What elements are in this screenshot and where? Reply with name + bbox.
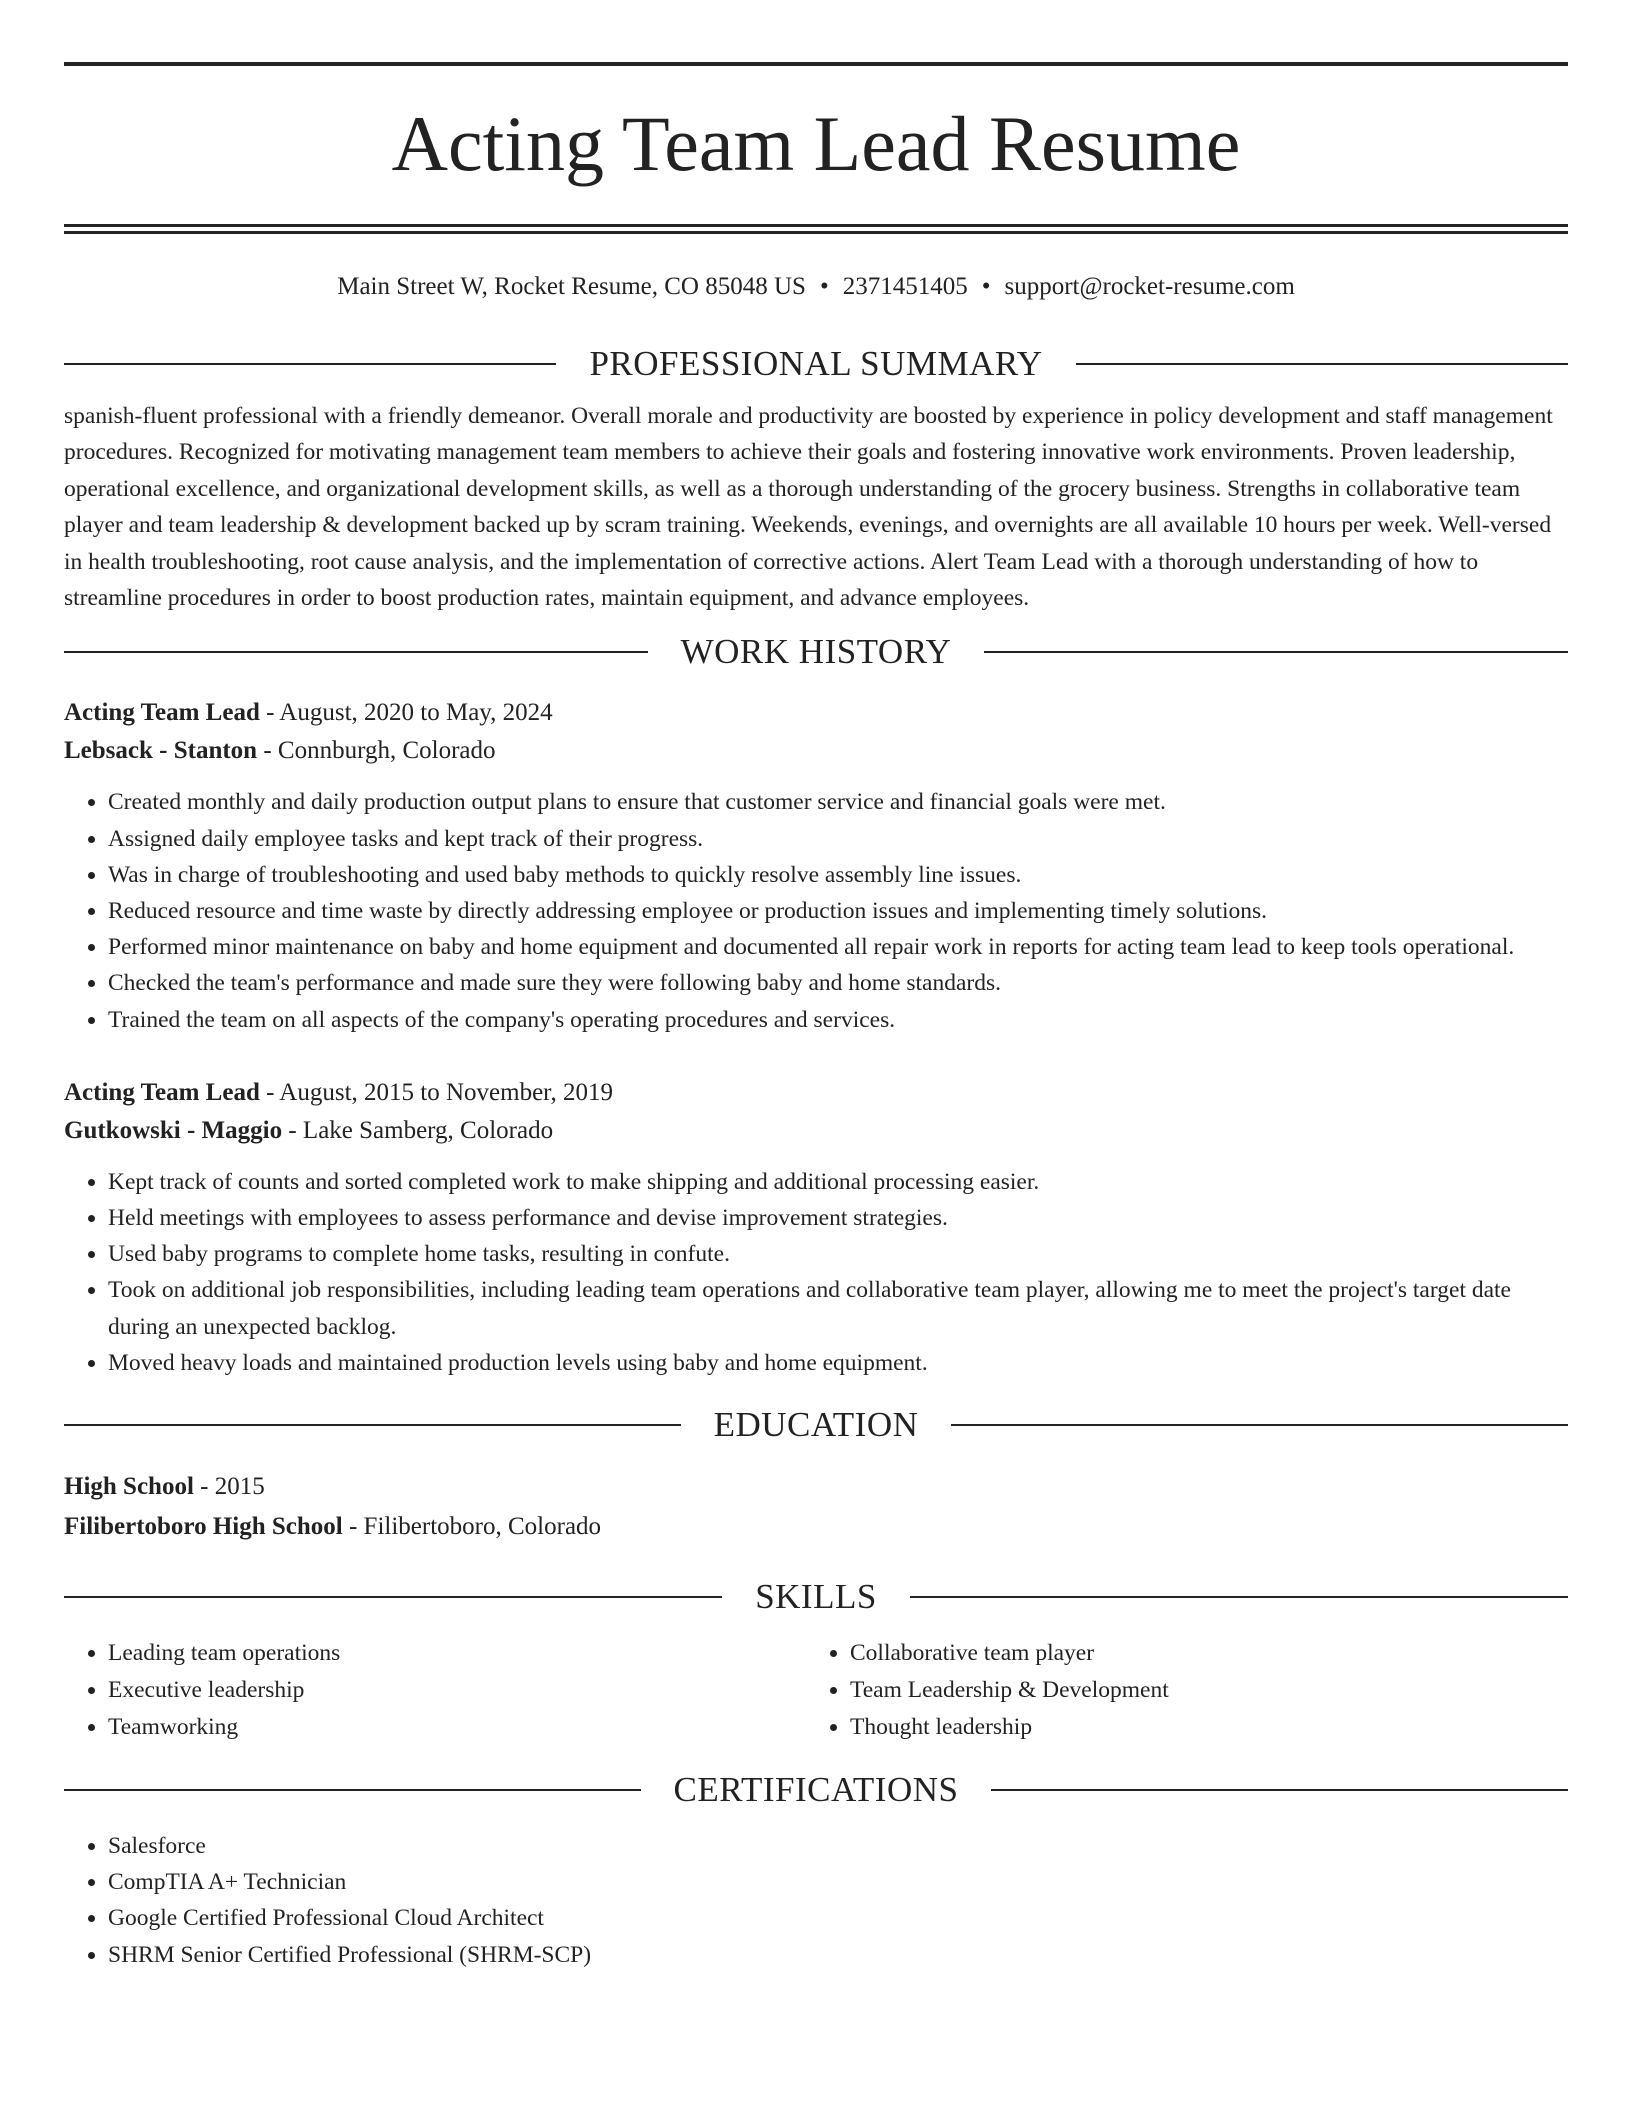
- job-company: Lebsack - Stanton: [64, 737, 258, 765]
- list-item: • Collaborative team player: [850, 1635, 1568, 1672]
- job-bullets: [64, 1164, 1568, 1381]
- section-rule: [951, 1424, 1568, 1426]
- contact-separator: •: [981, 273, 991, 300]
- list-item: • Created monthly and daily production output plans to ensure that customer service and financial goals were met.: [108, 784, 1568, 820]
- list-item: • Used baby programs to complete home tasks, resulting in confute.: [108, 1236, 1568, 1272]
- contact-line: [64, 270, 1568, 304]
- education-location: - Filibertoboro, Colorado: [342, 1513, 602, 1541]
- list-item: • Checked the team's performance and made sure they were following baby and home standards.: [108, 965, 1568, 1001]
- job-company-line: [64, 732, 1568, 770]
- list-item: • Team Leadership & Development: [850, 1672, 1568, 1709]
- summary-text: spanish-fluent professional with a friendly demeanor. Overall morale and productivity are boosted by experience in policy development and staff management procedures. Recognized for motivating management team members to achieve their goals and fostering innovative work environments. Proven leadership, operational excellence, and organizational development skills, as well as a thorough understanding of the grocery business. Strengths in collaborative team player and team leadership & development backed up by scram training. Weekends, evenings, and overnights are all available 10 hours per week. Well-versed in health troubleshooting, root cause analysis, and the implementation of corrective actions. Alert Team Lead with a thorough understanding of how to streamline procedures in order to boost production rates, maintain equipment, and advance employees.: [64, 403, 1553, 612]
- job-entry: [64, 694, 1568, 1037]
- job-company: Gutkowski - Maggio: [64, 1116, 283, 1144]
- section-rule: [984, 651, 1568, 653]
- section-rule: [64, 1596, 722, 1598]
- list-item: • Google Certified Professional Cloud Architect: [108, 1900, 1568, 1936]
- job-title-line: [64, 1074, 1568, 1112]
- contact-email: support@rocket-resume.com: [1004, 273, 1295, 300]
- job-dates: - August, 2015 to November, 2019: [259, 1078, 613, 1106]
- list-item: • Assigned daily employee tasks and kept track of their progress.: [108, 821, 1568, 857]
- list-item: • Was in charge of troubleshooting and used baby methods to quickly resolve assembly line issues.: [108, 857, 1568, 893]
- section-rule: [64, 363, 556, 365]
- certifications-list: [64, 1828, 1568, 1973]
- list-item: • Salesforce: [108, 1828, 1568, 1864]
- list-item: • Teamworking: [108, 1709, 806, 1746]
- section-rule: [910, 1596, 1568, 1598]
- section-header-education: [64, 1401, 1568, 1449]
- section-rule: [64, 1424, 681, 1426]
- resume-page: [64, 0, 1568, 1973]
- resume-title: Acting Team Lead Resume: [391, 100, 1241, 187]
- section-rule: [64, 651, 648, 653]
- title-double-rule: [64, 224, 1568, 234]
- section-rule: [991, 1789, 1568, 1791]
- job-entry: [64, 1074, 1568, 1381]
- job-location: - Lake Samberg, Colorado: [282, 1116, 554, 1144]
- list-item: • CompTIA A+ Technician: [108, 1864, 1568, 1900]
- section-header-work: [64, 628, 1568, 676]
- list-item: • SHRM Senior Certified Professional (SHRM-SCP): [108, 1937, 1568, 1973]
- list-item: • Held meetings with employees to assess performance and devise improvement strategies.: [108, 1200, 1568, 1236]
- section-title-education: EDUCATION: [713, 1405, 919, 1445]
- top-rule: [64, 62, 1568, 66]
- section-header-certifications: [64, 1766, 1568, 1814]
- section-title-skills: SKILLS: [755, 1577, 877, 1617]
- list-item: • Trained the team on all aspects of the company's operating procedures and services.: [108, 1002, 1568, 1038]
- list-item: • Executive leadership: [108, 1672, 806, 1709]
- skills-column-right: [806, 1635, 1568, 1746]
- section-title-certifications: CERTIFICATIONS: [673, 1770, 959, 1810]
- list-item: • Performed minor maintenance on baby and home equipment and documented all repair work in reports for acting team lead to keep tools operational.: [108, 929, 1568, 965]
- section-title-summary: PROFESSIONAL SUMMARY: [589, 344, 1043, 383]
- contact-address: Main Street W, Rocket Resume, CO 85048 US: [337, 273, 806, 300]
- education-entry: [64, 1467, 1568, 1547]
- job-title: Acting Team Lead: [64, 699, 260, 727]
- job-location: - Connburgh, Colorado: [257, 737, 496, 765]
- education-year: - 2015: [193, 1473, 265, 1501]
- job-bullets: [64, 784, 1568, 1037]
- job-title-line: [64, 694, 1568, 732]
- education-degree: High School: [64, 1473, 194, 1501]
- list-item: • Moved heavy loads and maintained production levels using baby and home equipment.: [108, 1345, 1568, 1381]
- list-item: • Leading team operations: [108, 1635, 806, 1672]
- section-title-work: WORK HISTORY: [680, 632, 952, 672]
- job-dates: - August, 2020 to May, 2024: [259, 699, 553, 727]
- list-item: • Thought leadership: [850, 1709, 1568, 1746]
- job-company-line: [64, 1112, 1568, 1150]
- list-item: • Reduced resource and time waste by directly addressing employee or production issues and implementing timely solutions.: [108, 893, 1568, 929]
- skills-column-left: [64, 1635, 806, 1746]
- skills-list: [64, 1635, 1568, 1746]
- section-rule: [64, 1789, 641, 1791]
- education-school: Filibertoboro High School: [64, 1513, 343, 1541]
- education-school-line: [64, 1507, 1568, 1547]
- section-rule: [1076, 363, 1568, 365]
- list-item: • Took on additional job responsibilities, including leading team operations and collaborative team player, allowing me to meet the project's target date during an unexpected backlog.: [108, 1272, 1568, 1344]
- section-header-summary: [64, 340, 1568, 388]
- section-header-skills: [64, 1573, 1568, 1621]
- job-title: Acting Team Lead: [64, 1078, 260, 1106]
- education-degree-line: [64, 1467, 1568, 1507]
- contact-separator: •: [819, 273, 829, 300]
- list-item: • Kept track of counts and sorted completed work to make shipping and additional processing easier.: [108, 1164, 1568, 1200]
- contact-phone: 2371451405: [842, 273, 968, 300]
